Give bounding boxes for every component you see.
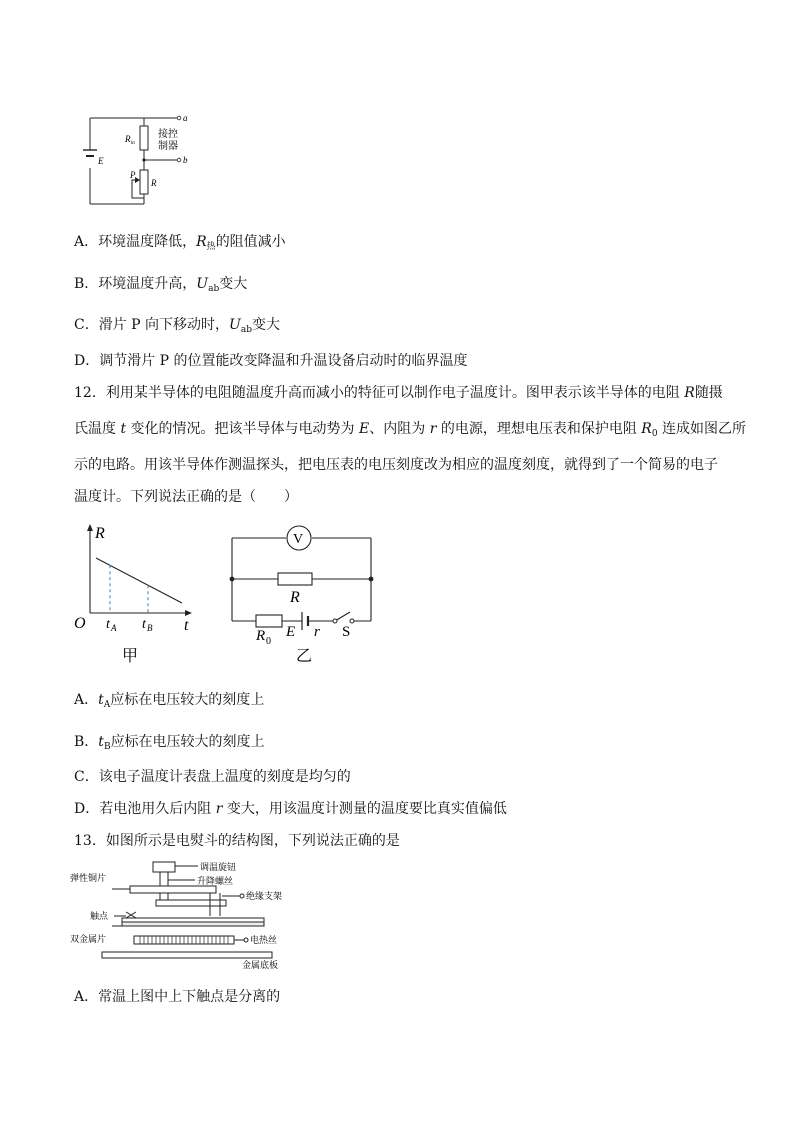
graph-origin-label: O <box>74 615 86 632</box>
label-spring-copper: 弹性铜片 <box>70 873 107 883</box>
label-base-plate: 金属底板 <box>242 960 279 970</box>
terminal-a-label: a <box>183 113 188 123</box>
q12-graph-jia <box>70 518 200 668</box>
q13-option-a: A．常温上图中上下触点是分离的 <box>74 989 281 1005</box>
q12-stem-line-4: 温度计。下列说法正确的是（ ） <box>74 489 298 505</box>
q11-option-a: A．环境温度降低，$R_热$的阻值减小 <box>74 234 286 252</box>
thermistor-label: R <box>125 134 131 144</box>
label-knob: 调温旋钮 <box>200 862 237 872</box>
controller-label-2: 制器 <box>158 141 178 152</box>
q12-option-a: A．$t_A$应标在电压较大的刻度上 <box>74 692 265 710</box>
q11-option-b: B．环境温度升高，$U_{ab}$变大 <box>74 276 248 294</box>
terminal-b-label: b <box>183 155 188 165</box>
label-contact: 触点 <box>90 911 109 921</box>
circuit-R-label: R <box>290 589 300 606</box>
graph-tA-sub: A <box>111 623 117 633</box>
q11-option-c: C．滑片 P 向下移动时，$U_{ab}$变大 <box>74 317 280 335</box>
label-heating-wire: 电热丝 <box>250 935 278 945</box>
q11-option-d: D．调节滑片 P 的位置能改变降温和升温设备启动时的临界温度 <box>74 353 468 369</box>
label-lift-screw: 升降螺丝 <box>197 876 234 886</box>
graph-tB-sub: B <box>147 623 153 633</box>
emf-label: E <box>98 156 104 166</box>
graph-x-label: t <box>184 617 189 634</box>
q13-stem: 13．如图所示是电熨斗的结构图，下列说法正确的是 <box>74 833 400 849</box>
controller-label-1: 接控 <box>158 129 178 140</box>
q12-stem-line-1: 12．利用某半导体的电阻随温度升高而减小的特征可以制作电子温度计。图甲表示该半导体的电阻 R随摄 <box>74 385 723 401</box>
circuit-R0-label: R <box>256 628 266 644</box>
circuit-S-label: S <box>342 624 351 640</box>
label-bimetal: 双金属片 <box>70 934 107 944</box>
voltmeter-label: V <box>293 532 304 547</box>
graph-caption: 甲 <box>122 648 139 665</box>
label-insulating-bracket: 绝缘支架 <box>246 891 283 901</box>
circuit-E-label: E <box>286 624 296 640</box>
q12-option-c: C．该电子温度计表盘上温度的刻度是均匀的 <box>74 769 351 785</box>
q11-circuit-figure <box>72 108 202 212</box>
q13-iron-structure-figure <box>70 856 290 974</box>
q12-stem-line-3: 示的电路。用该半导体作测温探头，把电压表的电压刻度改为相应的温度刻度，就得到了一个简易的电子 <box>74 457 718 473</box>
rheostat-label: R <box>151 178 157 188</box>
q12-option-d: D．若电池用久后内阻 r 变大，用该温度计测量的温度要比真实值偏低 <box>74 801 507 817</box>
graph-y-label: R <box>95 525 105 542</box>
q12-stem-line-2: 氏温度 t 变化的情况。把该半导体与电动势为 E、内阻为 r 的电源，理想电压表和保护电阻 $R_0$ 连成如图乙所 <box>74 421 747 439</box>
graph-tB-label: t <box>142 617 146 632</box>
thermistor-sub-label: kt <box>131 141 135 146</box>
q12-option-b: B．$t_B$应标在电压较大的刻度上 <box>74 734 265 752</box>
circuit-r-label: r <box>314 624 320 640</box>
circuit-R0-sub: 0 <box>266 636 271 647</box>
slider-p-label: P <box>130 170 136 180</box>
circuit-caption: 乙 <box>296 648 313 665</box>
q12-circuit-yi <box>222 518 382 668</box>
graph-tA-label: t <box>106 617 110 632</box>
